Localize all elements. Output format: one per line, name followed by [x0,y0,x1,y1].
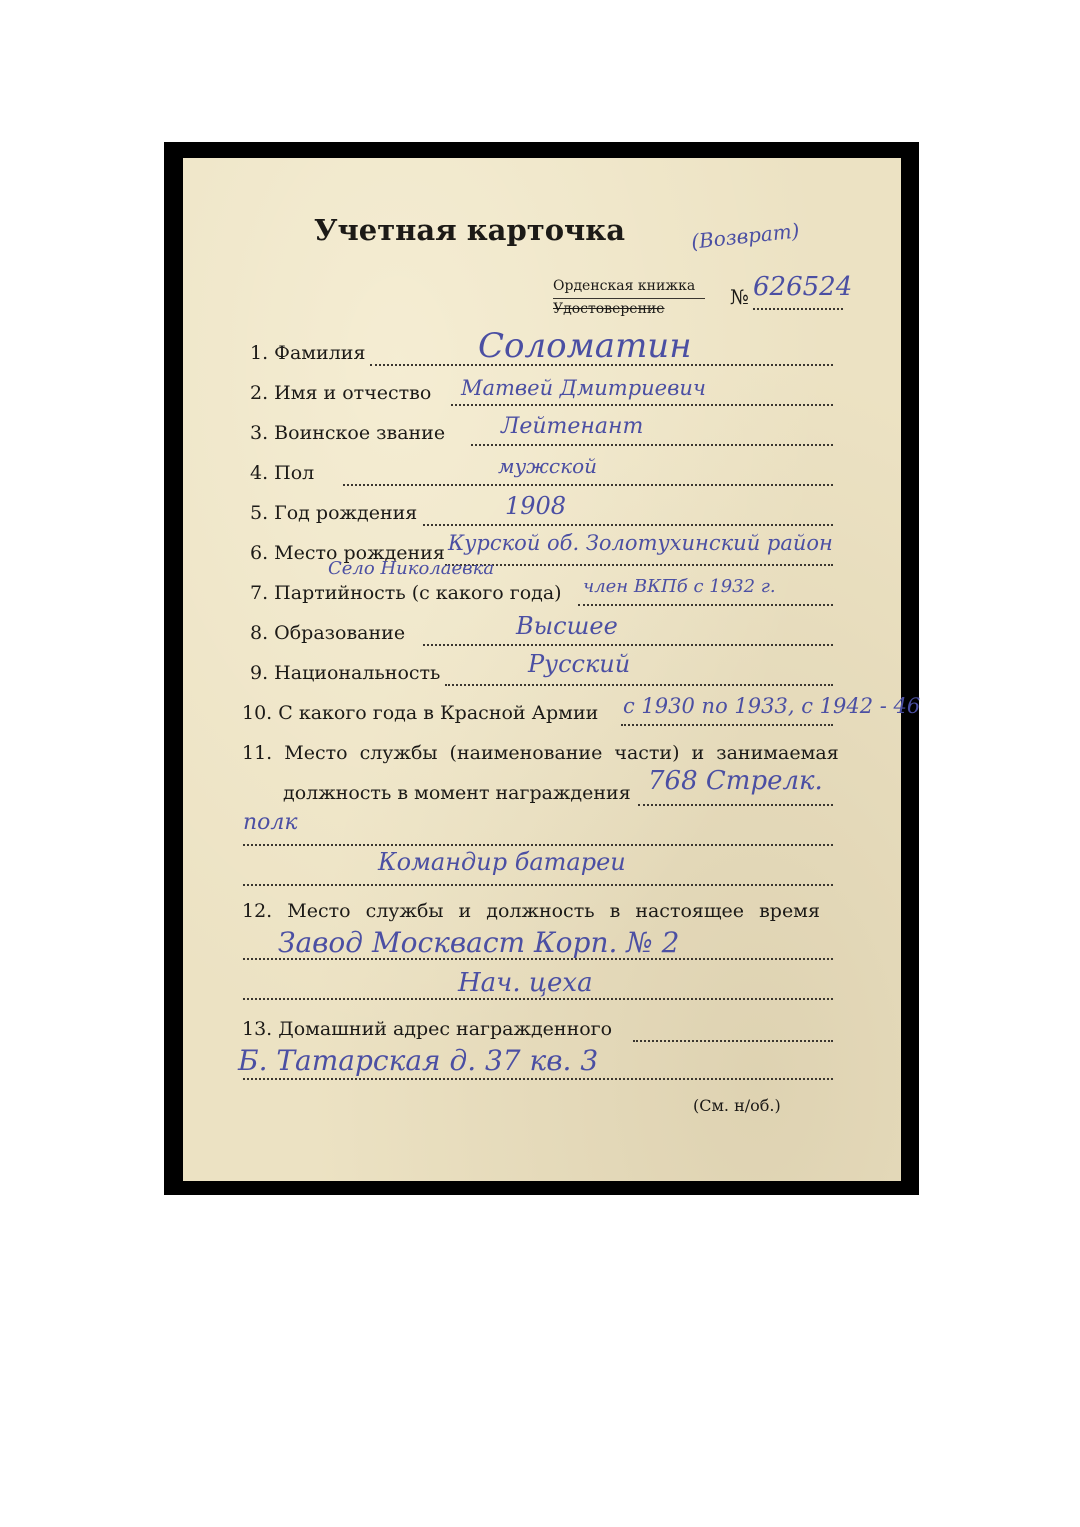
birthplace-line [445,564,833,566]
name-line [451,404,833,406]
current-line-2 [243,998,833,1000]
rank-line [471,444,833,446]
sex-value: мужской [498,454,597,478]
order-book-number: 626524 [753,272,853,302]
name-label: 2. Имя и отчество [250,382,432,404]
address-line-2 [243,1078,833,1080]
service-line-3 [243,884,833,886]
party-line [578,604,833,606]
service-value-1: 768 Стрелк. [648,766,823,796]
document-type-primary: Орденская книжка [553,278,696,294]
education-label: 8. Образование [250,622,406,644]
card-title: Учетная карточка [314,213,625,247]
current-value-1: Завод Москваст Корп. № 2 [278,926,680,959]
nationality-value: Русский [528,650,631,678]
army-line [621,724,833,726]
birthplace-value-2: Село Николаевка [328,558,495,579]
birthplace-value-1: Курской об. Золотухинский район [448,531,833,555]
service-line-2 [243,844,833,846]
birth-year-value: 1908 [505,492,567,520]
service-value-3: Командир батареи [378,848,626,876]
document-type-divider [553,298,705,299]
birthplace-label: 6. Место рождения [250,542,445,564]
address-value: Б. Татарская д. 37 кв. 3 [238,1044,599,1077]
birth-year-label: 5. Год рождения [250,502,418,524]
army-value: с 1930 по 1933, с 1942 - 46 [623,694,921,718]
rank-label: 3. Воинское звание [250,422,446,444]
address-label: 13. Домашний адрес награжденного [242,1018,613,1040]
service-label-line-1: 11. Место службы (наименование части) и занимаемая [242,742,839,764]
current-label: 12. Место службы и должность в настоящее время [242,900,820,922]
see-back-note: (См. н/об.) [693,1096,781,1115]
rank-value: Лейтенант [501,414,644,439]
document-type-struck: Удостоверение [553,301,665,317]
service-line-1 [638,804,833,806]
nationality-label: 9. Национальность [250,662,441,684]
service-value-2: полк [243,810,298,835]
army-label: 10. С какого года в Красной Армии [242,702,599,724]
service-label-line-2: должность в момент награждения [283,782,631,804]
education-value: Высшее [516,612,618,640]
sex-label: 4. Пол [250,462,315,484]
surname-value: Соломатин [478,326,692,366]
current-line-1 [243,958,833,960]
name-value: Матвей Дмитриевич [461,376,706,400]
party-value: член ВКПб с 1932 г. [583,576,776,597]
award-record-card [183,158,921,1181]
address-line-1 [633,1040,833,1042]
nationality-line [445,684,833,686]
number-label: № [730,285,749,309]
education-line [423,644,833,646]
sex-line [343,484,833,486]
number-line [753,308,843,310]
surname-label: 1. Фамилия [250,342,366,364]
party-label: 7. Партийность (с какого года) [250,582,562,604]
stamp-note: (Возврат) [690,218,801,254]
current-value-2: Нач. цеха [458,968,593,998]
birth-year-line [423,524,833,526]
